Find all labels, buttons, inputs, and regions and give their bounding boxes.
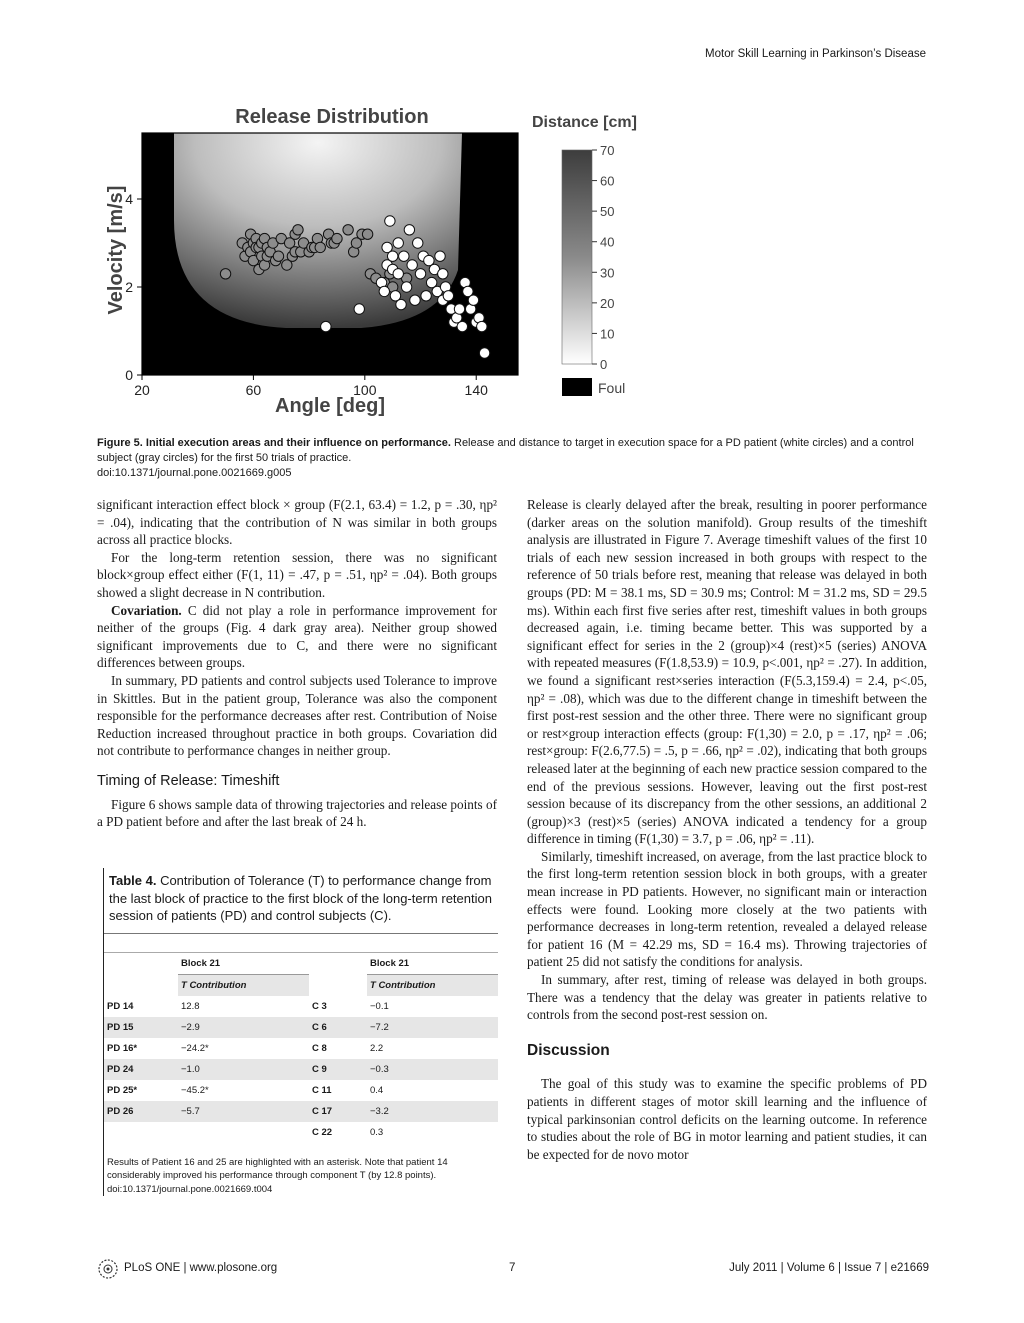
table-cell-c-val: −0.1 [370,1000,389,1012]
colorbar-tick-label: 40 [600,234,615,250]
colorbar-tick-label: 0 [600,357,608,372]
white-point [479,348,489,358]
white-point [443,291,453,301]
table-cell-c: C 11 [312,1084,332,1096]
table-title-label: Table 4. [109,873,157,888]
footer-issue: July 2011 | Volume 6 | Issue 7 | e21669 [729,1262,929,1274]
table-cell-c: C 22 [312,1126,333,1138]
white-point [435,251,445,261]
table-cell-pd-val [178,1122,309,1143]
table-cell-pd-val: −2.9 [178,1017,309,1038]
white-point [393,269,403,279]
subsection-heading: Timing of Release: Timeshift [97,772,280,789]
chart-title: Release Distribution [235,106,429,128]
plos-logo-icon [97,1258,119,1280]
white-point [457,321,467,331]
paragraph: For the long-term retention session, there was no significant block×group effect either (F(1, 11) = .47, p = .51, ηp² = .04). Both groups showed a slight decrease in N contribution. [97,549,497,600]
white-point [379,286,389,296]
colorbar-tick-label: 70 [600,143,615,158]
white-point [401,282,411,292]
table-cell-c: C 8 [312,1042,327,1054]
white-point [399,251,409,261]
table-cell-c-val: 0.4 [370,1084,384,1096]
y-tick-label: 4 [125,191,133,207]
colorbar-ticks [592,143,614,372]
table-row [104,1101,498,1122]
gray-point [220,269,230,279]
y-tick-label: 2 [125,279,133,295]
white-point [407,260,417,270]
table-cell-pd-val: −24.2* [181,1042,209,1054]
table-title-text: Contribution of Tolerance (T) to performance change from the last block of practice to the first block of the long-term retention session of patients (PD) and control subjects (C). [109,873,492,923]
table-cell-pd: PD 16* [107,1042,138,1054]
gray-point [362,229,372,239]
y-tick-label: 0 [125,367,133,383]
table-cell-pd: PD 14 [107,1000,134,1012]
table-row [104,1017,498,1038]
column-subheader: T Contribution [367,974,498,996]
table-cell-pd-val: 12.8 [181,1000,200,1012]
y-axis-label: Velocity [m/s] [105,185,127,315]
white-point [454,304,464,314]
gray-point [315,242,325,252]
y-axis [125,191,142,383]
colorbar-gradient [562,150,592,364]
table-cell-c-val: 2.2 [370,1042,384,1054]
white-point [477,321,487,331]
colorbar-tick-label: 60 [600,173,615,189]
figure-caption [97,436,929,481]
table-doi: doi:10.1371/journal.pone.0021669.t004 [107,1183,273,1195]
table-row [104,1038,498,1059]
table-cell-pd: PD 26 [104,1101,178,1122]
paragraph: significant interaction effect block × group (F(2.1, 63.4) = 1.2, p = .30, ηp² = .04), indicating that the contribution of N was similar in both groups across all practice blocks. [97,497,497,548]
table-title [104,868,498,933]
x-tick-label: 140 [464,382,488,398]
colorbar-tick-label: 10 [600,326,615,342]
white-point [393,238,403,248]
paragraph-covariation [97,602,497,672]
colorbar-foul-swatch [562,378,592,396]
white-point [468,295,478,305]
table-row [104,1122,498,1143]
x-tick-label: 20 [134,382,150,398]
colorbar-tick-label: 30 [600,265,615,281]
table-row [104,996,498,1017]
table-cell-c: C 3 [312,1000,327,1012]
plot-area [142,133,518,375]
figure-doi: doi:10.1371/journal.pone.0021669.g005 [97,467,292,479]
table-note-text: Results of Patient 16 and 25 are highlighted with an asterisk. Note that patient 14 considerably improved his performance through component T (by 12.8 points). [107,1156,448,1181]
table-row [104,1080,498,1101]
section-heading: Discussion [527,1041,610,1059]
paragraph: The goal of this study was to examine the specific problems of PD patients in different stages of motor skill learning and the influence of typical parkinsonian control deficits on the learning outcome. In reference to studies about the role of BG in motor learning and patient studies, it can be expected for de novo motor [527,1076,927,1162]
gray-point [332,233,342,243]
colorbar-tick-label: 20 [600,295,615,311]
table-cell-c-val: 0.3 [370,1126,384,1138]
left-column [97,496,497,831]
column-header: Block 21 [181,957,221,969]
table-cell-pd-val: −5.7 [178,1101,309,1122]
table-cell-pd: PD 24 [104,1059,178,1080]
gray-point [293,225,303,235]
table-cell-pd: PD 15 [104,1017,178,1038]
white-point [415,269,425,279]
table-cell-c: C 17 [309,1101,367,1122]
colorbar-foul-label: Foul [598,380,626,396]
paragraph: In summary, after rest, timing of release was delayed in both groups. There was a tendency that the delay was greater in patients relative to controls from the second post-rest session on. [527,972,927,1023]
table-footnote [104,1143,498,1197]
white-point [413,238,423,248]
table-row [104,1059,498,1080]
x-tick-label: 60 [245,382,262,398]
figure-caption-label: Figure 5. Initial execution areas and their influence on performance. [97,437,451,449]
white-point [385,216,395,226]
table-cell-pd-val: −45.2* [181,1084,209,1096]
footer-journal: PLoS ONE | www.plosone.org [124,1262,278,1274]
paragraph: Release is clearly delayed after the break, resulting in poorer performance (darker areas on the solution manifold). Group results of the timeshift analysis are illustrated in Figure 7. Average timeshift values of the first 10 trials of each new session increased in both groups with respect to the reference of 50 trials before rest, meaning that release was delayed in both groups (PD: M = 38.1 ms, SD = 30.9 ms; Control: M = 31.2 ms, SD = 29.5 ms). Within each first five series after rest, timeshift values in both groups decreased again, i.e. timing became better. This was supported by a significant effect for series in the 2 (group)×4 (rest)×5 (series) ANOVA with repeated measures (F(1.8,53.9) = 10.9, p<.001, ηp² = .27). In addition, we found a significant rest×series interaction (F(5.3,159.4) = 2.4, p<.05, ηp² = .08), which was due to the different change in timeshift between the first post-rest session and the other three. There were no significant group or rest×group interaction effects (group: F(1,30) = 2.0, p = .17, ηp² = .06; rest×group: F(2.6,77.5) = .5, p = .66, ηp² = .02), indicating that both groups released later at the beginning of each new practice session compared to the end of the previous sessions. However, leaving out the first post-rest session because of its discrepancy from the other sessions, an additional 2 (group)×3 (rest)×5 (series) ANOVA indicated a tendency for a group difference in timing (F(1,30) = 3.7, p = .06, ηp² = .11). [527,497,927,847]
white-point [421,291,431,301]
gray-point [273,251,283,261]
colorbar [532,114,637,396]
table-cell-c-val: −0.3 [367,1059,498,1080]
white-point [387,251,397,261]
figure-caption-text: Release and distance to target in execution space for a PD patient (white circles) and a control subject (gray circles) for the first 50 trials of practice. [97,437,914,464]
table-cell-c-val: −7.2 [367,1017,498,1038]
column-header: Block 21 [370,957,410,969]
table-cell-c-val: −3.2 [367,1101,498,1122]
table-cell-c: C 6 [309,1017,367,1038]
white-point [438,269,448,279]
white-point [321,321,331,331]
running-head: Motor Skill Learning in Parkinson’s Disease [705,48,926,60]
x-tick-label: 100 [353,382,377,398]
gray-point [343,225,353,235]
white-point [396,299,406,309]
x-axis-label: Angle [deg] [275,395,385,417]
right-column [527,496,927,1163]
footer-page-number: 7 [509,1262,516,1274]
table-cell-pd-val: −1.0 [178,1059,309,1080]
paragraph: Figure 6 shows sample data of throwing trajectories and release points of a PD patient before and after the last break of 24 h. [97,796,497,830]
column-subheader: T Contribution [178,974,309,996]
table-4 [103,868,498,1196]
table-cell-pd [104,1122,178,1143]
paragraph: Similarly, timeshift increased, on average, from the last practice block to the first long-term retention session block in both groups, with a greater mean increase in PD patients. However, no significant main or interaction effects were found. Looking more closely at the two patients with performance decreases in long-term retention, revealed a delayed release for patient 16 (M = 42.29 ms, SD = 16.4 ms). Throwing trajectories of patient 25 did not satisfy the conditions for analysis. [527,848,927,970]
tolerance-table [104,933,498,1143]
colorbar-tick-label: 50 [600,204,615,220]
paragraph-text: C did not play a role in performance improvement for neither of the groups (Fig. 4 dark gray area). Neither group showed significant improvements due to C, and there were no significant differences between groups. [97,602,497,671]
table-cell-c: C 9 [309,1059,367,1080]
run-in-heading: Covariation. [111,602,182,618]
colorbar-label: Distance [cm] [532,114,637,131]
table-cell-pd: PD 25* [107,1084,138,1096]
white-point [404,225,414,235]
paragraph: In summary, PD patients and control subjects used Tolerance to improve in Skittles. But in the patient group, Tolerance was also the component responsible for the performance decreases after rest. Contribution of Noise Reduction increased throughout practice in both groups. Covariation did not contribute to performance changes in neither group. [97,672,497,759]
white-point [354,304,364,314]
white-point [410,295,420,305]
figure-release-distribution [96,100,656,420]
